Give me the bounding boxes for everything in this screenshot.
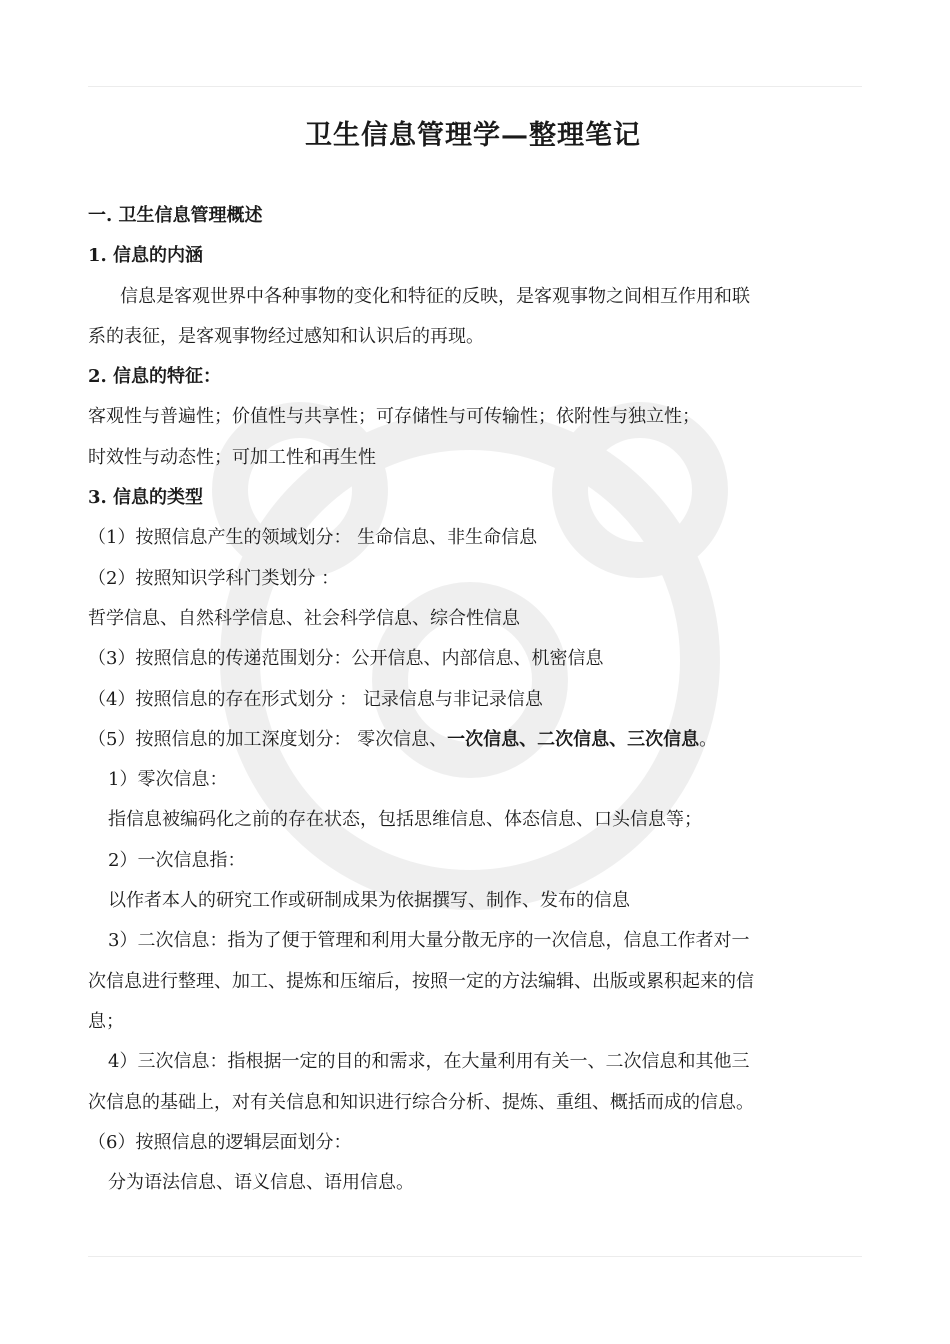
sub-list-detail: 指信息被编码化之前的存在状态，包括思维信息、体态信息、口头信息等； (108, 809, 702, 831)
emphasis-text: 一次信息、二次信息、三次信息 (447, 728, 700, 750)
paragraph-line: 3）二次信息：指为了便于管理和利用大量分散无序的一次信息，信息工作者对一 (108, 930, 750, 952)
header-rule (88, 86, 862, 87)
list-item: （4）按照信息的存在形式划分 ： 记录信息与非记录信息 (88, 688, 543, 710)
list-item: （2）按照知识学科门类划分 ： (88, 567, 340, 589)
list-item-text: 。 (699, 728, 718, 750)
page-title: 卫生信息管理学—整理笔记 (305, 120, 641, 151)
sub-list-item: 2）一次信息指： (108, 849, 246, 871)
document-body (88, 110, 858, 1203)
paragraph-line: 次信息进行整理、加工、提炼和压缩后，按照一定的方法编辑、出版或累积起来的信 (88, 970, 754, 992)
paragraph-line: 信息是客观世界中各种事物的变化和特征的反映，是客观事物之间相互作用和联 (120, 285, 750, 307)
list-item: （3）按照信息的传递范围划分：公开信息、内部信息、机密信息 (88, 648, 604, 670)
subsection-heading: 3. 信息的类型 (88, 487, 204, 509)
footer-rule (88, 1256, 862, 1257)
sub-list-detail: 以作者本人的研究工作或研制成果为依据撰写、制作、发布的信息 (108, 890, 630, 912)
paragraph-line: 息； (88, 1010, 124, 1032)
paragraph-line: 时效性与动态性；可加工性和再生性 (88, 446, 376, 468)
subsection-heading: 2. 信息的特征： (88, 366, 222, 388)
section-heading: 一. 卫生信息管理概述 (88, 205, 263, 226)
subsection-heading: 1. 信息的内涵 (88, 245, 204, 267)
paragraph-line: 次信息的基础上，对有关信息和知识进行综合分析、提炼、重组、概括而成的信息。 (88, 1091, 754, 1113)
sub-list-item: 1）零次信息： (108, 769, 228, 791)
list-item-text: （5）按照信息的加工深度划分： 零次信息、 (88, 728, 448, 750)
list-item (88, 720, 858, 760)
list-item: （6）按照信息的逻辑层面划分： (88, 1131, 352, 1153)
list-item: （1）按照信息产生的领域划分： 生命信息、非生命信息 (88, 527, 538, 549)
sub-list-detail: 分为语法信息、语义信息、语用信息。 (108, 1172, 414, 1194)
paragraph-line: 系的表征，是客观事物经过感知和认识后的再现。 (88, 325, 484, 347)
paragraph-line: 4）三次信息：指根据一定的目的和需求，在大量利用有关一、二次信息和其他三 (108, 1051, 750, 1073)
list-item-detail: 哲学信息、自然科学信息、社会科学信息、综合性信息 (88, 607, 520, 629)
paragraph-line: 客观性与普遍性；价值性与共享性；可存储性与可传输性；依附性与独立性； (88, 406, 700, 428)
